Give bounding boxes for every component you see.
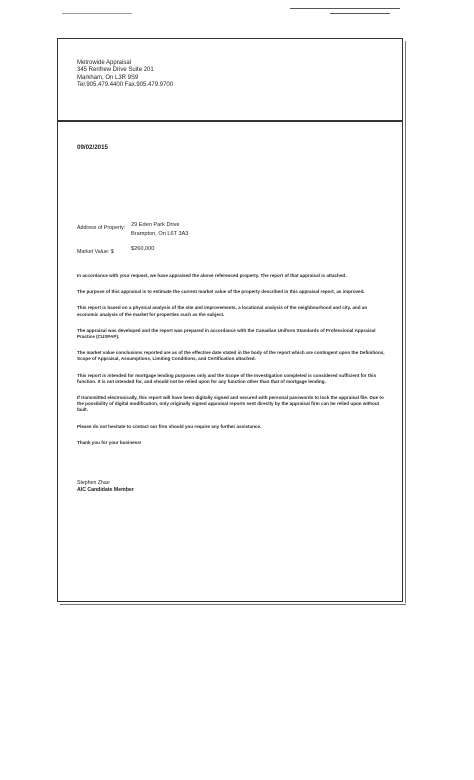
letter-frame bbox=[57, 38, 403, 602]
letterhead bbox=[77, 60, 173, 89]
company-contact: Tel.905.479.4400 Fax.905.479.9700 bbox=[77, 81, 174, 88]
signature-block bbox=[77, 480, 134, 495]
body-paragraph: This report is intended for mortgage lending purposes only and the Scope of the Investigation completed is considered sufficient for this function. It is not intended for, and should not be relied upon for any function other than that of mortgage lending. bbox=[77, 372, 377, 384]
letter-date: 09/02/2015 bbox=[77, 144, 108, 151]
market-value-label: Market Value: $ bbox=[77, 249, 114, 255]
signer-title: AIC Candidate Member bbox=[77, 487, 134, 494]
scan-artifact-line bbox=[62, 13, 132, 14]
body-paragraph: The market value conclusions reported are as of the effective date stated in the body of the report which are contingent upon the Definitions, Scope of Appraisal, Assumptions, Limiting Conditions, and Certification attached. bbox=[77, 350, 385, 362]
scan-artifact-line bbox=[290, 8, 400, 9]
body-paragraph: This report is based on a physical analysis of the site and improvements, a locational analysis of the neighbourhood and city, and an economic analysis of the market for properties such as the subject. bbox=[77, 305, 368, 317]
market-value: $260,000 bbox=[131, 246, 155, 252]
property-address-line1: 29 Eden Park Drive bbox=[131, 222, 180, 228]
header-divider bbox=[58, 120, 402, 122]
property-address-line2: Brampton, On L6T 3A3 bbox=[131, 231, 189, 237]
letter-body bbox=[77, 273, 387, 456]
company-name: Metrowide Appraisal bbox=[77, 60, 132, 66]
signer-name: Stephen Zhao bbox=[77, 480, 110, 486]
body-paragraph: The appraisal was developed and the report was prepared in accordance with the Canadian Uniform Standards of Professional Appraisal Practice (CUSPAP). bbox=[77, 327, 376, 340]
body-paragraph: The purpose of this appraisal is to estimate the current market value of the property described in this appraisal report, as improved. bbox=[77, 289, 365, 295]
frame-shadow-right bbox=[405, 41, 406, 603]
body-paragraph: Thank you for your business! bbox=[77, 439, 142, 445]
company-address-line1: 345 Renfrew Drive Suite 201 bbox=[77, 67, 154, 74]
body-paragraph: In accordance with your request, we have appraised the above referenced property. The report of that appraisal is attached. bbox=[77, 273, 347, 278]
scan-artifact-line bbox=[330, 13, 390, 14]
body-paragraph: If transmitted electronically, this report will have been digitally signed and secured with personal passwords to lock the appraisal file. Due to the possibility of digital modification, only originally signed appraisal reports sent directly by the appraisal firm can be relied upon without fault. bbox=[77, 395, 384, 413]
company-address-line2: Markham, On L3R 9S9 bbox=[77, 74, 139, 81]
frame-shadow-bottom bbox=[60, 604, 406, 605]
property-address-label: Address of Property: bbox=[77, 225, 126, 231]
body-paragraph: Please do not hesitate to contact our firm should you require any further assistance. bbox=[77, 423, 262, 429]
